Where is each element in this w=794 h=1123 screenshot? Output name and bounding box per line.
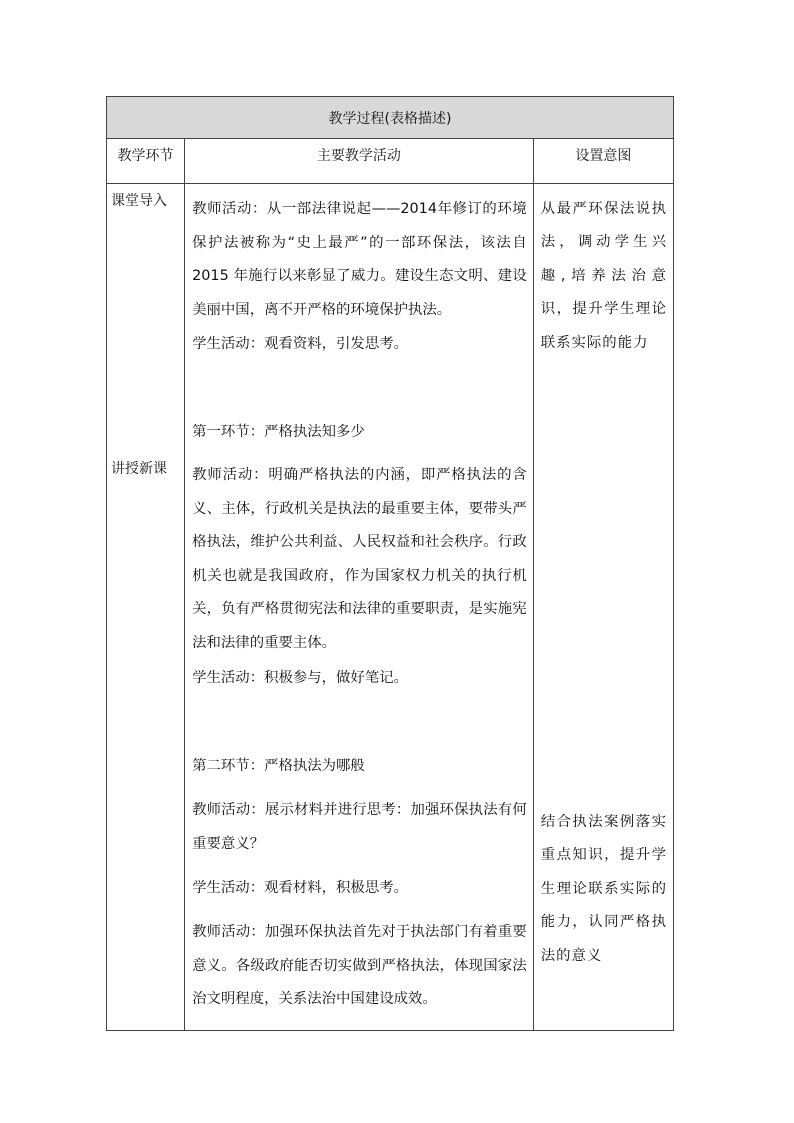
intent-intro: 从最严环保法说执法，调动学生兴趣,培养法治意识，提升学生理论联系实际的能力 <box>540 201 667 351</box>
section2-teacher-activity-2: 教师活动：加强环保执法首先对于执法部门有着重要意义。各级政府能否切实做到严格执法，体现国家法治文明程度，关系法治中国建设成效。 <box>192 924 527 1008</box>
header-activities: 主要教学活动 <box>185 139 534 184</box>
intro-student-activity: 学生活动：观看资料，引发思考。 <box>192 336 408 352</box>
intro-teacher-activity: 教师活动：从一部法律说起——2014年修订的环境保护法被称为“史上最严”的一部环保法，该法自 2015 年施行以来彰显了威力。建设生态文明、建设美丽中国，离不开严格的环境保护执法。 <box>192 201 527 318</box>
header-intent: 设置意图 <box>533 139 673 184</box>
activities-column <box>185 184 534 1031</box>
table-title: 教学过程(表格描述) <box>107 97 674 139</box>
intent-column <box>533 184 673 1031</box>
stage-intro: 课堂导入 <box>111 193 167 209</box>
stage-column <box>107 184 185 1031</box>
section1-student-activity: 学生活动：积极参与，做好笔记。 <box>192 670 408 686</box>
intent-section2: 结合执法案例落实重点知识，提升学生理论联系实际的能力，认同严格执法的意义 <box>540 814 667 964</box>
section2-student-activity: 学生活动：观看材料，积极思考。 <box>192 880 408 896</box>
teaching-process-table <box>106 96 674 1031</box>
stage-new-lesson: 讲授新课 <box>111 461 167 477</box>
section2-title: 第二环节：严格执法为哪般 <box>192 758 365 774</box>
header-stage: 教学环节 <box>107 139 185 184</box>
section1-title: 第一环节：严格执法知多少 <box>192 424 365 440</box>
section2-teacher-activity-1: 教师活动：展示材料并进行思考：加强环保执法有何重要意义？ <box>192 802 527 852</box>
section1-teacher-activity: 教师活动：明确严格执法的内涵，即严格执法的含义、主体，行政机关是执法的最重要主体，要带头严格执法，维护公共利益、人民权益和社会秩序。行政机关也就是我国政府，作为国家权力机关的执行机关，负有严格贯彻宪法和法律的重要职责，是实施宪法和法律的重要主体。 <box>192 467 527 651</box>
